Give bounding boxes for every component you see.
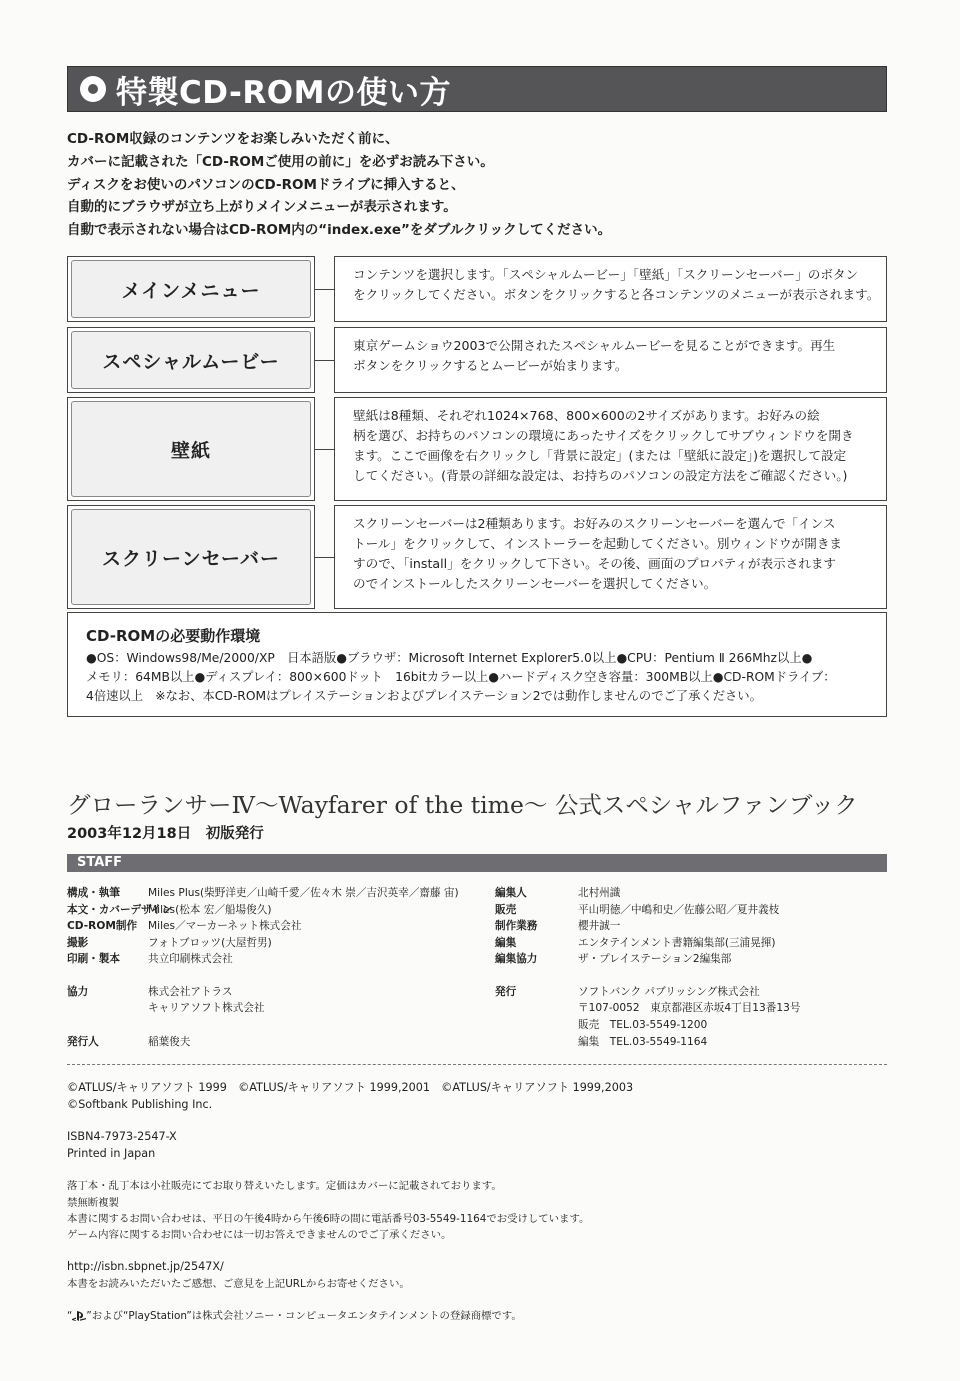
desc-line: すので、「install」をクリックして下さい。その後、画面のプロパティが表示されます: [353, 556, 837, 571]
connector-line: [315, 449, 334, 450]
note-line: ゲーム内容に関するお問い合わせには一切お答えできませんのでご了承ください。: [67, 1229, 452, 1241]
desc-line: をクリックしてください。ボタンをクリックすると各コンテンツのメニューが表示されます。: [353, 287, 880, 302]
menu-label-text: スクリーンセーバー: [102, 547, 280, 570]
requirements-title: CD-ROMの必要動作環境: [86, 627, 261, 645]
requirements-box: [67, 612, 887, 717]
credit-name: エンタテインメント書籍編集部(三浦晃揮): [578, 937, 776, 949]
credit-name: 稲葉俊夫: [148, 1036, 191, 1048]
connector-line: [315, 557, 334, 558]
book-title: グローランサーⅣ～Wayfarer of the time～ 公式スペシャルファンブック: [67, 791, 858, 819]
menu-desc-special-movie: [334, 327, 887, 393]
intro-text: [67, 128, 887, 242]
credit-name: キャリアソフト株式会社: [148, 1002, 265, 1014]
credit-name: 販売 TEL.03-5549-1200: [578, 1019, 708, 1031]
printed-in: Printed in Japan: [67, 1147, 156, 1160]
url-link[interactable]: http://isbn.sbpnet.jp/2547X/: [67, 1260, 224, 1273]
menu-desc-screensaver: [334, 505, 887, 609]
credit-name: 株式会社アトラス: [148, 986, 233, 998]
intro-line: カバーに記載された「CD-ROMご使用の前に」を必ずお読み下さい。: [67, 153, 494, 170]
copyright-line: ©ATLUS/キャリアソフト 1999 ©ATLUS/キャリアソフト 1999,2001 ©ATLUS/キャリアソフト 1999,2003: [67, 1081, 634, 1094]
desc-line: のでインストールしたスクリーンセーバーを選択してください。: [353, 576, 717, 591]
desc-line: トール」をクリックして、インストーラーを起動してください。別ウィンドウが開きま: [353, 536, 843, 551]
credit-name: Miles／マーカーネット株式会社: [148, 920, 302, 932]
desc-line: ボタンをクリックするとムービーが始まります。: [353, 358, 628, 373]
menu-desc-main-menu: [334, 256, 887, 322]
bullet-icon: [80, 76, 106, 102]
note-line: 禁無断複製: [67, 1197, 119, 1209]
menu-label-screensaver: [67, 505, 315, 609]
credit-role: 販売: [495, 904, 517, 916]
credit-role: 本文・カバーデザイン: [67, 904, 173, 916]
connector-line: [315, 360, 334, 361]
section-title: 特製CD-ROMの使い方: [116, 74, 451, 111]
desc-line: コンテンツを選択します。「スペシャルムービー」「壁紙」「スクリーンセーバー」のボタン: [353, 267, 859, 282]
trademark-text: ”および“PlayStation”は株式会社ソニー・コンピュータエンタテインメントの登録商標です。: [86, 1310, 522, 1322]
requirements-line: 4倍速以上 ※なお、本CD-ROMはプレイステーションおよびプレイステーション2では動作しませんのでご了承ください。: [86, 689, 762, 703]
credit-name: ザ・プレイステーション2編集部: [578, 953, 732, 965]
credit-role: 編集協力: [495, 953, 538, 965]
credit-role: CD-ROM制作: [67, 920, 138, 932]
isbn: ISBN4-7973-2547-X: [67, 1130, 177, 1143]
credit-role: 発行: [495, 986, 517, 998]
desc-line: スクリーンセーバーは2種類あります。お好みのスクリーンセーバーを選んで「インス: [353, 516, 836, 531]
credit-name: 北村州識: [578, 887, 621, 899]
menu-label-wallpaper: [67, 397, 315, 501]
credit-role: 編集: [495, 937, 517, 949]
credit-role: 撮影: [67, 937, 89, 949]
credit-name: 〒107-0052 東京都港区赤坂4丁目13番13号: [578, 1002, 801, 1014]
credit-role: 発行人: [67, 1036, 99, 1048]
note-line: 本書に関するお問い合わせは、平日の午後4時から午後6時の間に電話番号03-5549-1164でお受けしています。: [67, 1213, 590, 1225]
desc-line: してください。(背景の詳細な設定は、お持ちのパソコンの設定方法をご確認ください。): [353, 468, 848, 483]
trademark-note: [67, 1308, 522, 1324]
copyright-line: ©Softbank Publishing Inc.: [67, 1098, 213, 1111]
desc-line: ます。ここで画像を右クリックし「背景に設定」(または「壁紙に設定」)を選択して設定: [353, 448, 847, 463]
dashed-divider: [67, 1064, 887, 1065]
connector-line: [315, 289, 334, 290]
credit-name: 共立印刷株式会社: [148, 953, 233, 965]
desc-line: 柄を選び、お持ちのパソコンの環境にあったサイズをクリックしてサブウィンドウを開き: [353, 428, 854, 443]
note-line: 落丁本・乱丁本は小社販売にてお取り替えいたします。定価はカバーに記載されております。: [67, 1180, 502, 1192]
intro-line: ディスクをお使いのパソコンのCD-ROMドライブに挿入すると、: [67, 176, 465, 193]
menu-label-text: 壁紙: [170, 439, 211, 462]
credit-role: 構成・執筆: [67, 887, 120, 899]
menu-label-main-menu: [67, 256, 315, 322]
credit-name: Miles Plus(柴野洋吏／山崎千愛／佐々木 崇／吉沢英幸／齋藤 宙): [148, 887, 459, 899]
desc-line: 壁紙は8種類、それぞれ1024×768、800×600の2サイズがあります。お好みの絵: [353, 408, 820, 423]
intro-line: 自動で表示されない場合はCD-ROM内の“index.exe”をダブルクリックしてください。: [67, 222, 612, 239]
credit-name: フォトブロッツ(大屋哲男): [148, 937, 272, 949]
section-header: [67, 66, 887, 112]
intro-line: CD-ROM収録のコンテンツをお楽しみいただく前に、: [67, 131, 399, 147]
credit-role: 制作業務: [495, 920, 538, 932]
url-note: 本書をお読みいただいたご感想、ご意見を上記URLからお寄せください。: [67, 1278, 410, 1290]
credit-name: 櫻井誠一: [578, 920, 621, 932]
requirements-line: メモリ：64MB以上●ディスプレイ：800×600ドット 16bitカラー以上●ハードディスク空き容量：300MB以上●CD-ROMドライブ：: [86, 670, 836, 684]
credit-name: 編集 TEL.03-5549-1164: [578, 1036, 708, 1048]
intro-line: 自動的にブラウザが立ち上がりメインメニューが表示されます。: [67, 199, 457, 216]
desc-line: 東京ゲームショウ2003で公開されたスペシャルムービーを見ることができます。再生: [353, 338, 836, 353]
trademark-prefix: “: [67, 1310, 73, 1322]
playstation-logo-icon: [72, 1311, 86, 1321]
credit-name: ソフトバンク パブリッシング株式会社: [578, 986, 760, 998]
menu-desc-wallpaper: [334, 397, 887, 501]
credit-name: Miles(松本 宏／船場俊久): [148, 904, 272, 916]
menu-label-text: メインメニュー: [121, 279, 261, 302]
publication-date: 2003年12月18日 初版発行: [67, 826, 264, 842]
staff-label: STAFF: [77, 855, 123, 870]
credit-role: 協力: [67, 986, 89, 998]
menu-label-special-movie: [67, 327, 315, 393]
credit-role: 編集人: [495, 887, 527, 899]
menu-label-text: スペシャルムービー: [102, 350, 280, 373]
requirements-line: ●OS：Windows98/Me/2000/XP 日本語版●ブラウザ：Microsoft Internet Explorer5.0以上●CPU：Pentium Ⅱ 266Mhz以上●: [86, 651, 813, 665]
credit-role: 印刷・製本: [67, 953, 120, 965]
credit-name: 平山明徳／中嶋和史／佐藤公昭／夏井義枝: [578, 904, 780, 916]
staff-header: [67, 854, 887, 872]
